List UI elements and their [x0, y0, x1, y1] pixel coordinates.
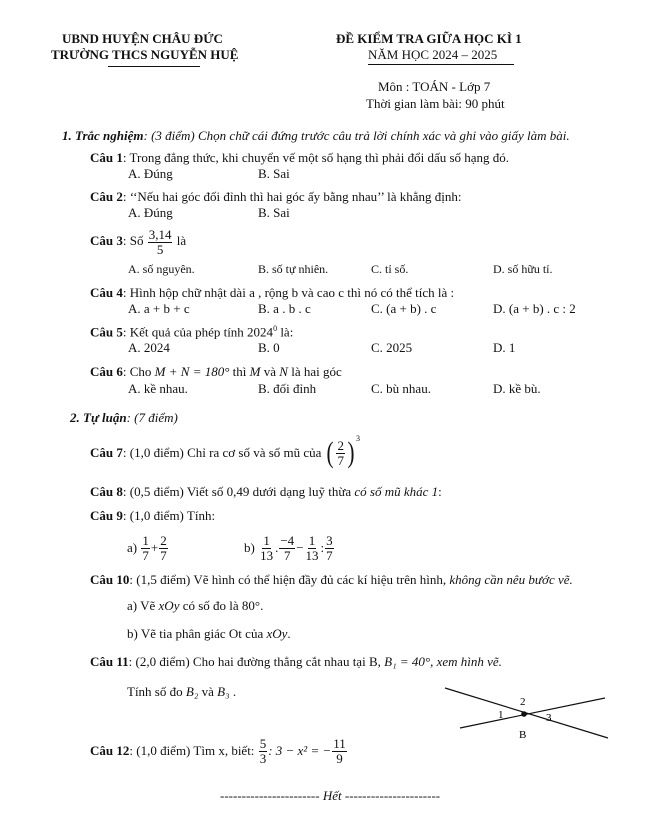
q3-option-c: C. tỉ số. [371, 262, 409, 276]
q5-option-b: B. 0 [258, 340, 280, 355]
q11-ask: Tính số đo B₂ và B₃ . [127, 684, 237, 699]
q3-option-d: D. số hữu tỉ. [493, 262, 553, 276]
angle-label-2: 2 [520, 696, 526, 708]
q4-option-b: B. a . b . c [258, 301, 311, 316]
question-9: Câu 9: (1,0 điểm) Tính: [90, 508, 216, 523]
question-1: Câu 1: Trong đẳng thức, khi chuyển vế một số hạng thì phải đổi dấu số hạng đó. [90, 150, 510, 165]
q10-part-a: a) Vẽ xOy có số đo là 80°. [127, 598, 264, 613]
q6-option-b: B. đối đỉnh [258, 381, 317, 396]
end-marker: ----------------------- Hết ---------------------- [220, 788, 441, 803]
school-name: TRƯỜNG THCS NGUYỄN HUỆ [51, 47, 239, 62]
exam-title: ĐỀ KIỂM TRA GIỮA HỌC KÌ 1 [336, 31, 522, 46]
q4-option-c: C. (a + b) . c [371, 301, 437, 316]
q6-option-d: D. kề bù. [493, 381, 541, 396]
q2-option-a: A. Đúng [128, 205, 173, 220]
q1-option-b: B. Sai [258, 166, 290, 181]
q2-option-b: B. Sai [258, 205, 290, 220]
angle-label-3: 3 [546, 712, 552, 724]
question-8: Câu 8: (0,5 điểm) Viết số 0,49 dưới dạng luỹ thừa có số mũ khác 1: [90, 484, 442, 499]
point-label-b: B [519, 729, 527, 741]
question-4: Câu 4: Hình hộp chữ nhật dài a , rộng b và cao c thì nó có thể tích là : [90, 285, 455, 300]
q3-option-b: B. số tự nhiên. [258, 262, 329, 276]
q6-option-c: C. bù nhau. [371, 381, 431, 396]
subject-line: Môn : TOÁN - Lớp 7 [378, 79, 491, 94]
header-underline-left [108, 66, 200, 67]
angle-label-1: 1 [498, 709, 504, 721]
question-6: Câu 6: Cho M + N = 180° thì M và N là hai góc [90, 364, 342, 379]
question-3: Câu 3: Số $\frac{3,14}{5}$ là [90, 227, 187, 257]
q5-option-d: D. 1 [493, 340, 516, 355]
q5-option-c: C. 2025 [371, 340, 413, 355]
q4-option-d: D. (a + b) . c : 2 [493, 301, 576, 316]
q10-part-b: b) Vẽ tia phân giác Ot của xOy. [127, 626, 291, 641]
district-name: UBND HUYỆN CHÂU ĐỨC [62, 31, 223, 46]
question-2: Câu 2: ‘‘Nếu hai góc đối đỉnh thì hai góc ấy bằng nhau’’ là khẳng định: [90, 189, 462, 204]
question-7: Câu 7 : (1,0 điểm) Chỉ ra cơ số và số mũ của ( $\frac{2}{7}$ ) $^3$ [90, 434, 360, 469]
question-10: Câu 10: (1,5 điểm) Vẽ hình có thể hiện đầy đủ các kí hiệu trên hình, không cần nêu bước vẽ. [90, 572, 573, 587]
line-2 [460, 698, 605, 728]
intersecting-lines-figure [440, 680, 610, 750]
q3-fraction: $\frac{3,14}{5}$ [148, 227, 172, 257]
q1-option-a: A. Đúng [128, 166, 173, 181]
q5-option-a: A. 2024 [128, 340, 170, 355]
time-line: Thời gian làm bài: 90 phút [366, 96, 505, 111]
question-5: Câu 5: Kết quả của phép tính 2024$^0$ là: [90, 324, 294, 340]
q9-part-a: a) $\frac{1}{7}$ + $\frac{2}{7}$ [127, 532, 167, 563]
q4-option-a: A. a + b + c [128, 301, 190, 316]
section-1-heading: 1. Trắc nghiệm: (3 điểm) Chọn chữ cái đứng trước câu trả lời chính xác và ghi vào giấy làm bài. [62, 128, 570, 143]
point-b [521, 711, 527, 717]
question-12: Câu 12 : (1,0 điểm) Tìm x, biết: $\frac{5}{3}$ : 3 − x² = − $\frac{11}{9}$ [90, 735, 346, 766]
question-11: Câu 11: (2,0 điểm) Cho hai đường thẳng cắt nhau tại B, B₁ = 40°, xem hình vẽ. [90, 654, 502, 669]
q7-fraction: $\frac{2}{7}$ [337, 437, 344, 468]
q6-option-a: A. kề nhau. [128, 381, 188, 396]
header-underline-right [368, 64, 514, 65]
q9-part-b: b) $\frac{1}{13}$ . $\frac{-4}{7}$ − $\frac{1}{13}$ : $\frac{3}{7}$ [244, 532, 333, 563]
q3-option-a: A. số nguyên. [128, 262, 195, 276]
school-year: NĂM HỌC 2024 – 2025 [368, 47, 498, 62]
section-2-heading: 2. Tự luận: (7 điểm) [70, 410, 178, 425]
